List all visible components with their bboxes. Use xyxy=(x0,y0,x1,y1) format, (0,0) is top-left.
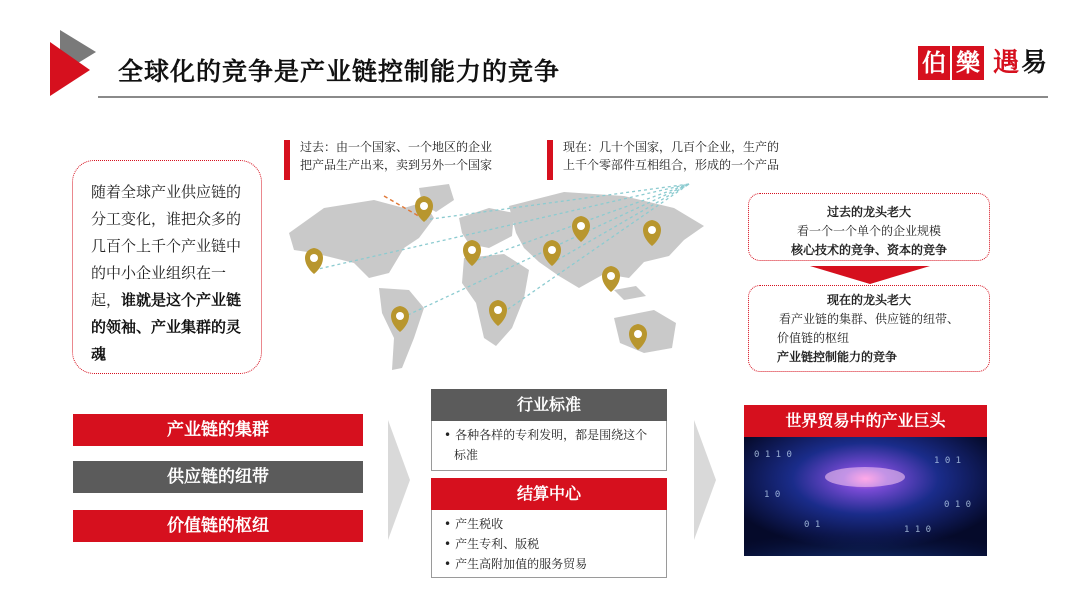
settlement-center-title: 结算中心 xyxy=(431,478,667,510)
industry-standard-title: 行业标准 xyxy=(431,389,667,421)
list-item: • 各种各样的专利发明，都是围绕这个标准 xyxy=(454,425,656,465)
supply-chain-leader-text xyxy=(72,160,262,374)
past-leader-box xyxy=(748,193,990,261)
logo-char: 易 xyxy=(1020,48,1047,78)
chevron-right-icon xyxy=(694,420,716,540)
past-leader-line: 看一个一个单个的企业规模 xyxy=(796,224,941,238)
past-leader-emphasis: 核心技术的竞争、资本的竞争 xyxy=(790,243,947,257)
world-map-icon xyxy=(284,178,714,378)
current-leader-box xyxy=(748,285,990,372)
page-title: 全球化的竞争是产业链控制能力的竞争 xyxy=(118,57,561,86)
svg-text:1 0: 1 0 xyxy=(764,490,781,500)
now-note-line: 上千个零部件互相组合，形成的一个产品 xyxy=(563,158,780,172)
current-leader-emphasis: 产业链控制能力的竞争 xyxy=(777,350,898,364)
chevron-right-icon xyxy=(388,420,410,540)
map-pin-icon xyxy=(305,248,323,274)
past-note xyxy=(284,138,560,174)
svg-text:0 1 0: 0 1 0 xyxy=(944,500,972,510)
svg-text:0 1: 0 1 xyxy=(804,520,821,530)
past-note-line: 过去：由一个国家、一个地区的企业 xyxy=(300,140,493,154)
logo-char: 遇 xyxy=(992,48,1019,78)
logo-char: 樂 xyxy=(952,46,984,80)
svg-text:1 1 0: 1 1 0 xyxy=(904,525,932,535)
settlement-center-panel xyxy=(431,478,667,578)
list-item: • 产生专利、版税 xyxy=(454,534,656,554)
company-logo xyxy=(918,46,1048,84)
svg-text:0 1 1 0: 0 1 1 0 xyxy=(754,450,792,460)
note-bar xyxy=(547,140,553,180)
map-pin-icon xyxy=(602,266,620,292)
corner-accent-icon xyxy=(50,30,100,98)
past-note-line: 把产品生产出来，卖到另外一个国家 xyxy=(300,158,493,172)
list-item: • 产生高附加值的服务贸易 xyxy=(454,554,656,574)
note-bar xyxy=(284,140,290,180)
current-leader-line: 看产业链的集群、供应链的纽带、 xyxy=(778,312,959,326)
leader-text-normal: 随着全球产业供应链的分工变化，谁把众多的几百个上千个产业链中的中小企业组织在一起， xyxy=(91,183,242,309)
galaxy-image xyxy=(744,437,987,556)
trade-giants-title: 世界贸易中的产业巨头 xyxy=(744,405,987,437)
logo-char: 伯 xyxy=(918,46,950,80)
past-leader-title: 过去的龙头老大 xyxy=(826,205,911,219)
industry-cluster-label: 产业链的集群 xyxy=(73,414,363,446)
title-divider xyxy=(98,96,1048,98)
value-chain-hub-label: 价值链的枢纽 xyxy=(73,510,363,542)
supply-chain-hub-label: 供应链的纽带 xyxy=(73,461,363,493)
current-leader-line: 价值链的枢纽 xyxy=(777,331,850,345)
arrow-down-icon xyxy=(810,266,930,284)
svg-text:1 0 1: 1 0 1 xyxy=(934,456,962,466)
now-note xyxy=(547,138,843,174)
leader-text-bold: 谁就是这个产业链的领袖、产业集群的灵魂 xyxy=(91,291,242,363)
now-note-line: 现在：几十个国家，几百个企业，生产的 xyxy=(563,140,780,154)
current-leader-title: 现在的龙头老大 xyxy=(826,293,911,307)
industry-standard-panel xyxy=(431,389,667,471)
list-item: • 产生税收 xyxy=(454,514,656,534)
